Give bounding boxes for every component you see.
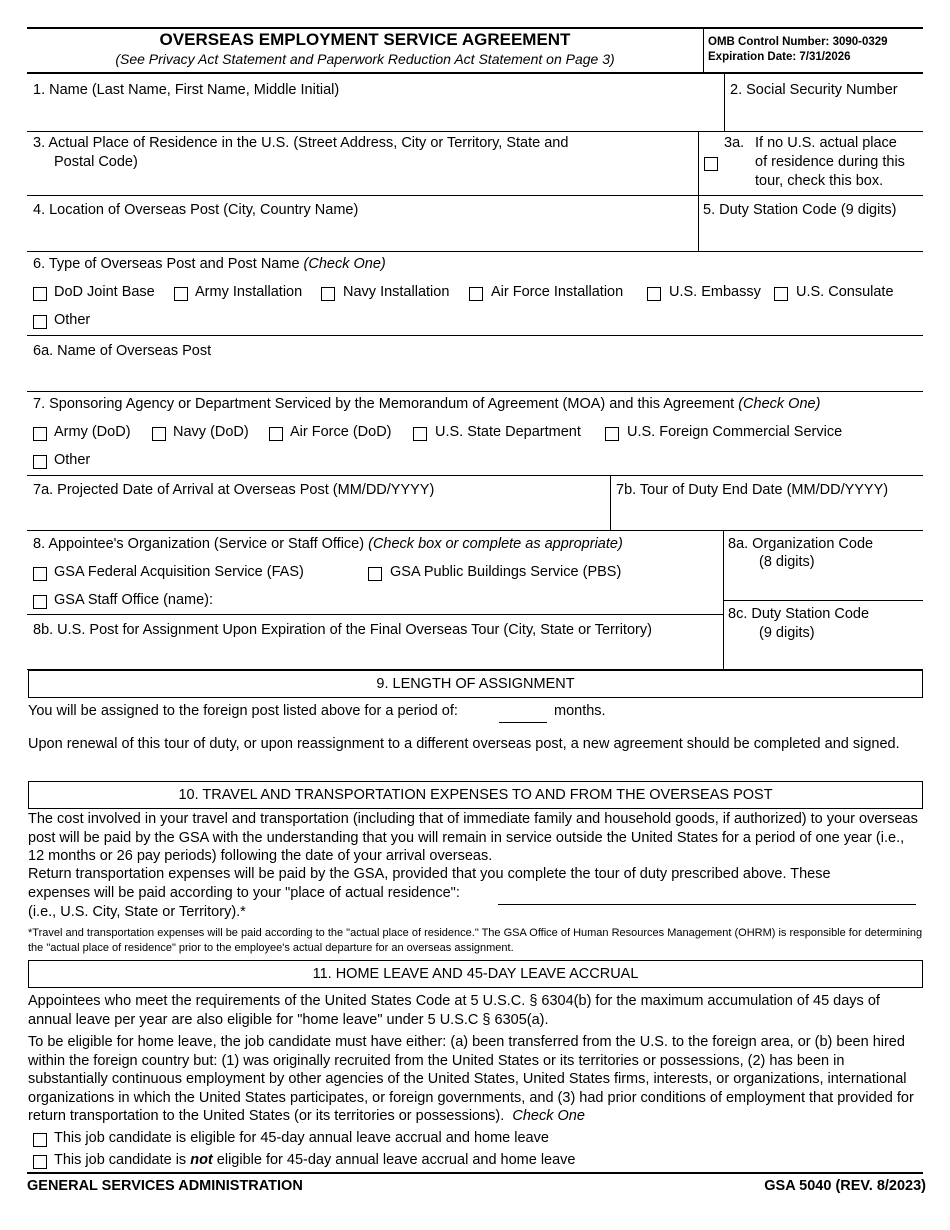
field-6-checkbox-navy-installation[interactable] — [321, 287, 335, 301]
field-6-check-one-hint: (Check One) — [303, 256, 386, 272]
field-7-checkbox-navy-dod[interactable] — [152, 427, 166, 441]
field-5-duty-station-label: 5. Duty Station Code (9 digits) — [703, 202, 897, 218]
field-7-checkbox-army-dod[interactable] — [33, 427, 47, 441]
field-6-option-dod-joint-base: DoD Joint Base — [54, 284, 155, 300]
field-8-option-fas: GSA Federal Acquisition Service (FAS) — [54, 564, 304, 580]
field-6-option-us-embassy: U.S. Embassy — [669, 284, 761, 300]
section-9-months-label: months. — [554, 703, 606, 719]
section-11-heading: 11. HOME LEAVE AND 45-DAY LEAVE ACCRUAL — [28, 960, 923, 988]
field-6-checkbox-other[interactable] — [33, 315, 47, 329]
field-7-checkbox-air-force-dod[interactable] — [269, 427, 283, 441]
field-6-post-type-label: 6. Type of Overseas Post and Post Name (Check One) — [33, 256, 386, 272]
field-2-ssn-input[interactable] — [726, 100, 922, 130]
field-7b-tour-end-date-label: 7b. Tour of Duty End Date (MM/DD/YYYY) — [616, 482, 889, 498]
field-8-option-staff-office: GSA Staff Office (name): — [54, 592, 214, 608]
field-3-residence-input[interactable] — [28, 172, 696, 194]
field-6-option-us-consulate: U.S. Consulate — [796, 284, 894, 300]
field-7-check-one-hint: (Check One) — [738, 396, 821, 412]
section-9-period-text: You will be assigned to the foreign post listed above for a period of: — [28, 703, 458, 719]
field-3a-no-residence-checkbox[interactable] — [704, 157, 718, 171]
footer-agency: GENERAL SERVICES ADMINISTRATION — [27, 1178, 303, 1194]
field-7-option-other: Other — [54, 452, 91, 468]
section-11-not-emphasis: not — [190, 1152, 213, 1168]
section-11-paragraph-2: To be eligible for home leave, the job candidate must have either: (a) been transferred from the U.S. to the foreign area, or (b) been hired within the foreign country but: (1) was originally recruited from the United States or its territories or possessions, (2) has been in substantially continuous employment by other agencies of the United States, United States firms, interests, or organizations, international organizations in which the United States participates, or foreign governments, and (3) had prior conditions of employment that provided for return transportation to the United States (or its territories or possessions). Check One — [28, 1034, 914, 1124]
field-3a-label-line2: of residence during this — [755, 154, 905, 170]
field-3-residence-label-cont: Postal Code) — [54, 154, 138, 170]
omb-control-number: OMB Control Number: 3090-0329 — [708, 36, 888, 48]
field-8-checkbox-pbs[interactable] — [368, 567, 382, 581]
field-1-name-label: 1. Name (Last Name, First Name, Middle Initial) — [33, 82, 340, 98]
field-5-duty-station-input[interactable] — [700, 220, 922, 250]
field-3a-label-line3: tour, check this box. — [755, 173, 884, 189]
field-7-checkbox-other[interactable] — [33, 455, 47, 469]
field-8-staff-office-name-input[interactable] — [232, 591, 718, 611]
field-8-organization-label: 8. Appointee's Organization (Service or Staff Office) (Check box or complete as appropriate) — [33, 536, 623, 552]
field-7-option-navy-dod: Navy (DoD) — [173, 424, 249, 440]
section-10-paragraph-1: The cost involved in your travel and transportation (including that of immediate family and household goods, if authorized) to your overseas post will be paid by the GSA with the understanding that you will remain in service outside the United States for a period of one year (i.e., 12 months or 26 pay periods) following the date of your arrival overseas. — [28, 811, 918, 864]
form-title: OVERSEAS EMPLOYMENT SERVICE AGREEMENT — [159, 30, 571, 49]
field-3a-label-line1: If no U.S. actual place — [755, 135, 897, 151]
field-8c-duty-station-label: 8c. Duty Station Code — [728, 606, 870, 622]
field-8c-duty-station-input[interactable] — [725, 644, 922, 668]
field-8b-post-assignment-label: 8b. U.S. Post for Assignment Upon Expiration of the Final Overseas Tour (City, State or Territory) — [33, 622, 652, 638]
field-6-checkbox-us-consulate[interactable] — [774, 287, 788, 301]
field-7-checkbox-us-foreign-commercial-service[interactable] — [605, 427, 619, 441]
field-8-hint: (Check box or complete as appropriate) — [368, 536, 623, 552]
field-7a-arrival-date-input[interactable] — [28, 500, 608, 528]
field-3-residence-label: 3. Actual Place of Residence in the U.S. (Street Address, City or Territory, State and — [33, 135, 569, 151]
section-11-paragraph-1: Appointees who meet the requirements of the United States Code at 5 U.S.C. § 6304(b) for the maximum accumulation of 45 days of annual leave per year are also eligible for "home leave" under 5 U.S.C § 6305(a). — [28, 993, 880, 1028]
field-7a-arrival-date-label: 7a. Projected Date of Arrival at Overseas Post (MM/DD/YYYY) — [33, 482, 435, 498]
section-11-checkbox-eligible[interactable] — [33, 1133, 47, 1147]
field-4-overseas-location-input[interactable] — [28, 220, 696, 250]
field-7-option-air-force-dod: Air Force (DoD) — [290, 424, 392, 440]
field-7b-tour-end-date-input[interactable] — [612, 500, 922, 528]
section-10-place-of-residence-input[interactable] — [498, 884, 916, 905]
footer-form-id: GSA 5040 (REV. 8/2023) — [764, 1178, 926, 1194]
field-6-checkbox-us-embassy[interactable] — [647, 287, 661, 301]
field-6-checkbox-air-force-installation[interactable] — [469, 287, 483, 301]
section-9-months-input[interactable] — [499, 702, 547, 723]
form-subtitle: (See Privacy Act Statement and Paperwork Reduction Act Statement on Page 3) — [115, 51, 615, 67]
section-10-paragraph-2-line2: expenses will be paid according to your "place of actual residence": — [28, 885, 460, 901]
section-11-checkbox-not-eligible[interactable] — [33, 1155, 47, 1169]
section-10-heading: 10. TRAVEL AND TRANSPORTATION EXPENSES TO AND FROM THE OVERSEAS POST — [28, 781, 923, 809]
field-6-option-other: Other — [54, 312, 91, 328]
field-7-option-us-state-department: U.S. State Department — [435, 424, 581, 440]
field-7-option-us-foreign-commercial-service: U.S. Foreign Commercial Service — [627, 424, 843, 440]
section-11-option-eligible: This job candidate is eligible for 45-day annual leave accrual and home leave — [54, 1130, 549, 1146]
field-8a-org-code-input[interactable] — [725, 574, 922, 599]
field-6-checkbox-dod-joint-base[interactable] — [33, 287, 47, 301]
field-6-option-army-installation: Army Installation — [195, 284, 303, 300]
field-7-checkbox-us-state-department[interactable] — [413, 427, 427, 441]
field-2-ssn-label: 2. Social Security Number — [730, 82, 898, 98]
field-4-overseas-location-label: 4. Location of Overseas Post (City, Country Name) — [33, 202, 359, 218]
section-10-paragraph-2-line1: Return transportation expenses will be paid by the GSA, provided that you complete the tour of duty prescribed above. These — [28, 866, 831, 882]
field-7-option-army-dod: Army (DoD) — [54, 424, 131, 440]
section-9-heading: 9. LENGTH OF ASSIGNMENT — [28, 670, 923, 698]
field-3a-number: 3a. — [724, 135, 745, 151]
field-8a-org-code-label: 8a. Organization Code — [728, 536, 874, 552]
expiration-date: Expiration Date: 7/31/2026 — [708, 51, 851, 63]
section-10-paragraph-2-line3: (i.e., U.S. City, State or Territory).* — [28, 904, 246, 920]
field-6a-post-name-label: 6a. Name of Overseas Post — [33, 343, 212, 359]
field-8b-post-assignment-input[interactable] — [28, 640, 722, 668]
section-11-check-one-hint: Check One — [512, 1108, 585, 1124]
field-8a-org-code-label-cont: (8 digits) — [759, 554, 815, 570]
field-7-sponsoring-agency-label: 7. Sponsoring Agency or Department Serviced by the Memorandum of Agreement (MOA) and this Agreement (Check One) — [33, 396, 821, 412]
field-8-checkbox-staff-office[interactable] — [33, 595, 47, 609]
field-1-name-input[interactable] — [28, 100, 723, 130]
field-6-checkbox-army-installation[interactable] — [174, 287, 188, 301]
field-6a-post-name-input[interactable] — [28, 362, 922, 390]
section-11-option-not-eligible: This job candidate is not eligible for 45-day annual leave accrual and home leave — [54, 1152, 576, 1168]
section-10-footnote: *Travel and transportation expenses will be paid according to the "actual place of residence." The GSA Office of Human Resources Management (OHRM) is responsible for determining the "actual place of residence" prior to the employee's actual departure for an overseas assignment. — [28, 927, 923, 954]
field-8c-duty-station-label-cont: (9 digits) — [759, 625, 815, 641]
field-6-option-air-force-installation: Air Force Installation — [491, 284, 624, 300]
section-9-renewal-text: Upon renewal of this tour of duty, or upon reassignment to a different overseas post, a new agreement should be completed and signed. — [28, 736, 900, 752]
field-6-option-navy-installation: Navy Installation — [343, 284, 450, 300]
field-8-option-pbs: GSA Public Buildings Service (PBS) — [390, 564, 622, 580]
field-8-checkbox-fas[interactable] — [33, 567, 47, 581]
